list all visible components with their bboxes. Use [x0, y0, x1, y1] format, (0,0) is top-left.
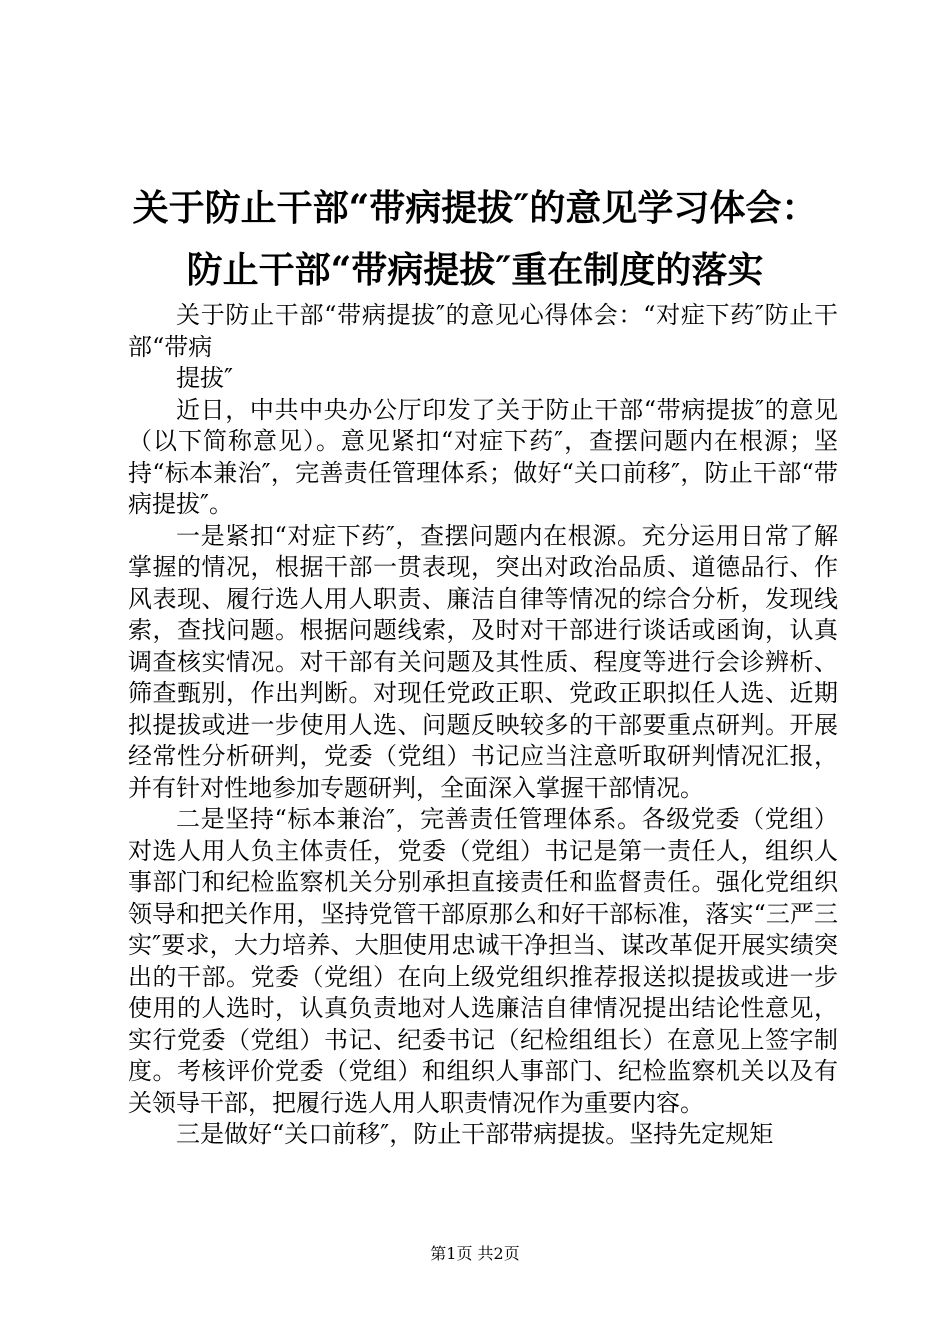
paragraph-subtitle-continued: 提拔″ [176, 364, 233, 392]
document-body [128, 300, 838, 1151]
paragraph-intro: 近日，中共中央办公厅印发了关于防止干部“带病提拔″的意见（以下简称意见）。意见紧扣“对症下药″，查摆问题内在根源；坚持“标本兼治″，完善责任管理体系；做好“关口前移″，防止干部“带病提拔″。 [128, 395, 838, 518]
page-number-footer: 第1页 共2页 [430, 1244, 520, 1263]
paragraph-point-two: 二是坚持“标本兼治″，完善责任管理体系。各级党委（党组）对选人用人负主体责任，党委（党组）书记是第一责任人，组织人事部门和纪检监察机关分别承担直接责任和监督责任。强化党组织领导和把关作用，坚持党管干部原那么和好干部标准，落实“三严三实″要求，大力培养、大胆使用忠诚干净担当、谋改革促开展实绩突出的干部。党委（党组）在向上级党组织推荐报送拟提拔或进一步使用的人选时，认真负责地对人选廉洁自律情况提出结论性意见，实行党委（党组）书记、纪委书记（纪检组组长）在意见上签字制度。考核评价党委（党组）和组织人事部门、纪检监察机关以及有关领导干部，把履行选人用人职责情况作为重要内容。 [128, 805, 838, 1117]
paragraph-point-one: 一是紧扣“对症下药″，查摆问题内在根源。充分运用日常了解掌握的情况，根据干部一贯表现，突出对政治品质、道德品行、作风表现、履行选人用人职责、廉洁自律等情况的综合分析，发现线索，查找问题。根据问题线索，及时对干部进行谈话或函询，认真调查核实情况。对干部有关问题及其性质、程度等进行会诊辨析、筛查甄别，作出判断。对现任党政正职、党政正职拟任人选、近期拟提拔或进一步使用人选、问题反映较多的干部要重点研判。开展经常性分析研判，党委（党组）书记应当注意听取研判情况汇报，并有针对性地参加专题研判，全面深入掌握干部情况。 [128, 521, 838, 802]
document-title-line-2: 防止干部“带病提拔″重在制度的落实 [186, 249, 764, 291]
paragraph-point-three: 三是做好“关口前移″，防止干部带病提拔。坚持先定规矩 [176, 1120, 774, 1148]
document-title-line-1: 关于防止干部“带病提拔″的意见学习体会： [132, 187, 818, 229]
paragraph-subtitle: 关于防止干部“带病提拔″的意见心得体会：“对症下药″防止干部“带病 [128, 301, 838, 361]
